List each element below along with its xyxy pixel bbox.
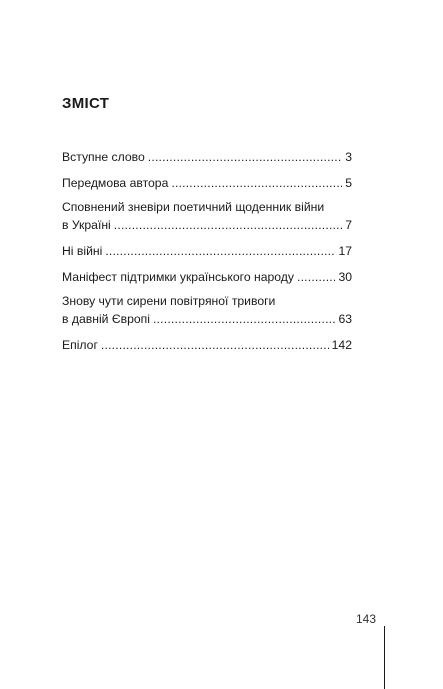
toc-heading: ЗМІСТ: [62, 95, 110, 112]
toc-entry-author-preface[interactable]: [62, 174, 352, 192]
toc-entry-title: в давній Європі: [62, 312, 150, 326]
dot-leader: [101, 336, 329, 354]
toc-entry-title: Передмова автора: [62, 176, 169, 190]
page-number: 143: [355, 612, 376, 626]
dot-leader: [114, 216, 342, 234]
toc-entry-no-war[interactable]: [62, 242, 352, 260]
toc-entry-epilogue[interactable]: [62, 336, 352, 354]
toc-entry-title: в Україні: [62, 218, 111, 232]
toc-entry-title-line1: Сповнений зневіри поетичний щоденник війни: [62, 200, 325, 214]
toc-entry-page: 63: [338, 312, 352, 326]
dot-leader: [148, 148, 342, 166]
toc-entry-title: Ні війні: [62, 244, 103, 258]
toc-entry-war-diary[interactable]: [62, 198, 352, 234]
toc-entry-manifesto[interactable]: [62, 268, 352, 286]
toc-entry-page: 142: [331, 338, 352, 352]
toc-entry-intro[interactable]: [62, 148, 352, 166]
toc-entry-title: Маніфест підтримки українського народу: [62, 270, 294, 284]
dot-leader: [105, 242, 335, 260]
toc-entry-page: 5: [345, 176, 352, 190]
toc-entry-sirens[interactable]: [62, 292, 352, 328]
toc-entry-title: Вступне слово: [62, 150, 145, 164]
toc-entry-title-line1: Знову чути сирени повітряної тривоги: [62, 294, 276, 308]
toc-entry-page: 17: [338, 244, 352, 258]
toc-entry-page: 3: [345, 150, 352, 164]
toc-entry-title: Епілог: [62, 338, 98, 352]
dot-leader: [153, 310, 335, 328]
dot-leader: [171, 174, 342, 192]
dot-leader: [297, 268, 335, 286]
toc-entry-page: 7: [345, 218, 352, 232]
footer-vertical-rule: [384, 626, 385, 689]
toc-entry-page: 30: [338, 270, 352, 284]
